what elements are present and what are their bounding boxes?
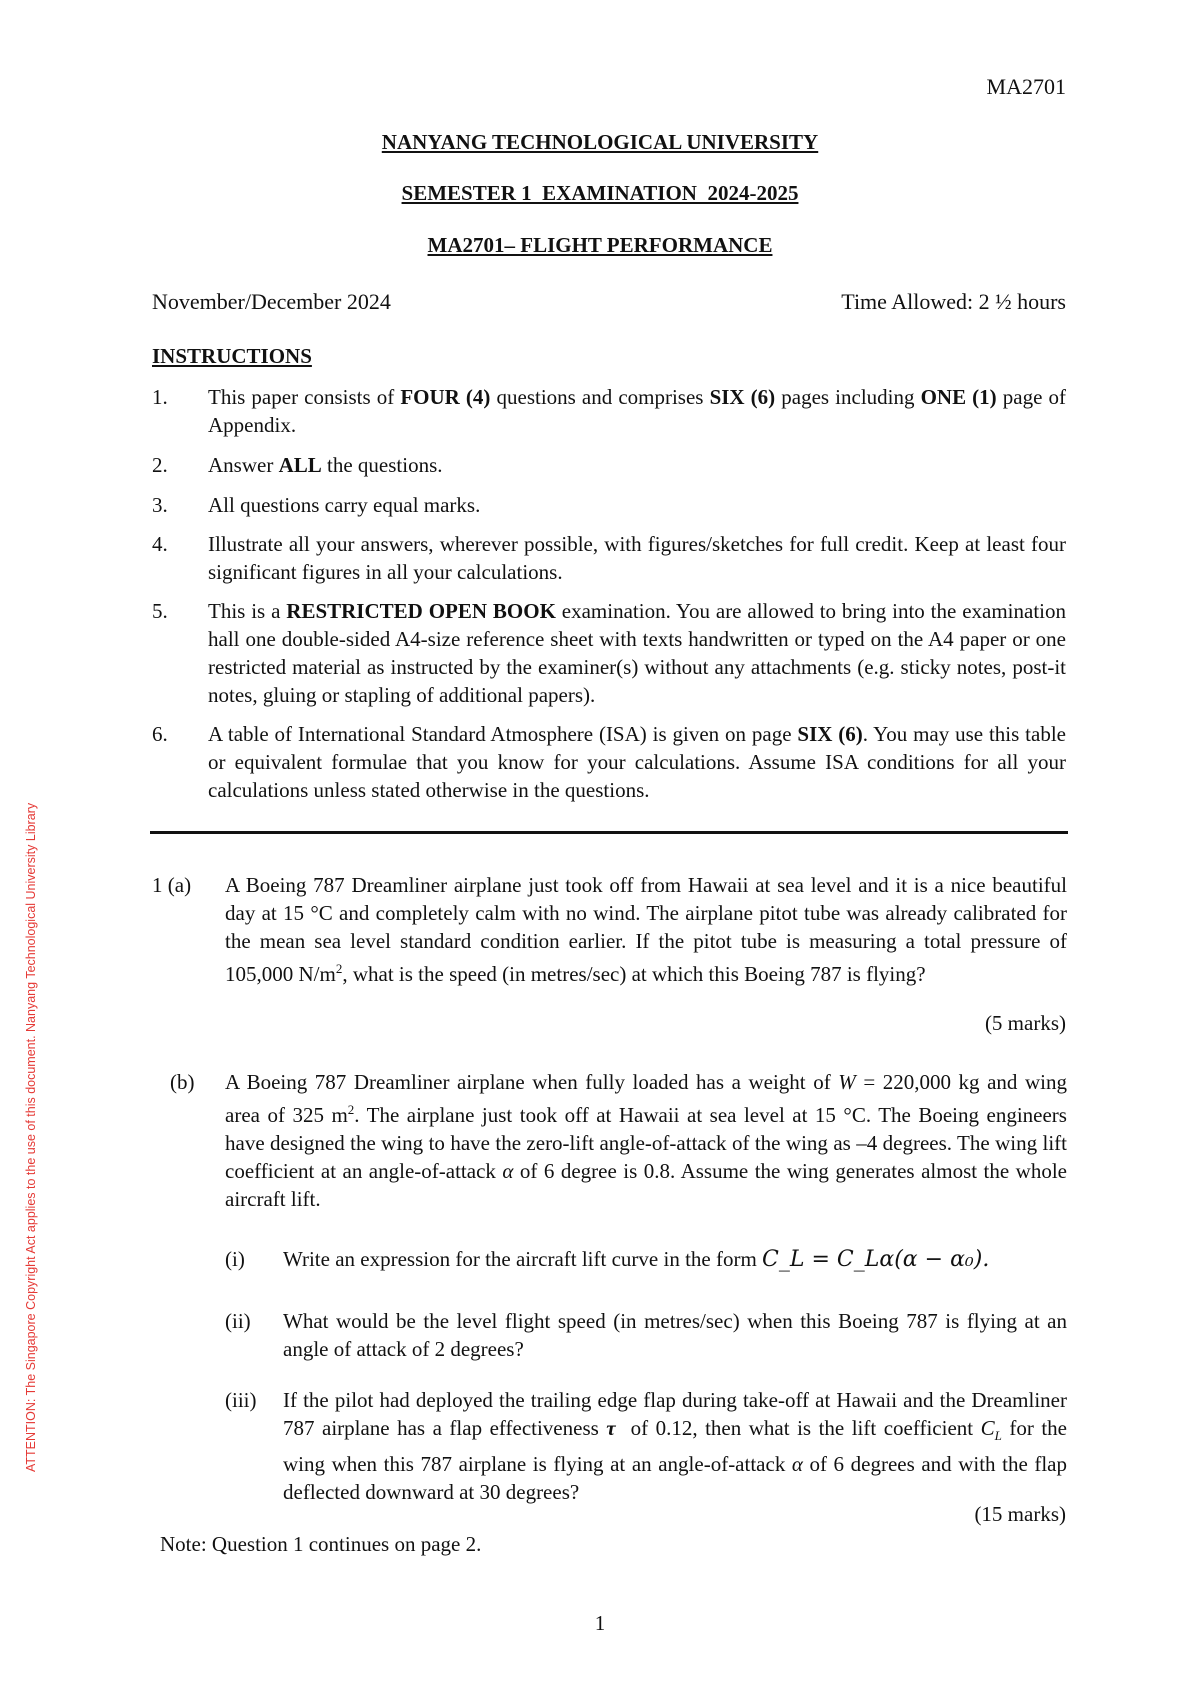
instruction-text: Illustrate all your answers, wherever possible, with figures/sketches for full credit. Keep at least four significant figures in all your calculations. <box>208 532 1066 584</box>
university-title: NANYANG TECHNOLOGICAL UNIVERSITY <box>381 130 819 154</box>
instruction-number: 5. <box>152 599 168 623</box>
page-number: 1 <box>594 1611 606 1635</box>
question-text: A Boeing 787 Dreamliner airplane when fully loaded has a weight of W = 220,000 kg and wing area of 325 $m^2$. The airplane just took off at Hawaii at sea level at 15 °C. The Boeing engineers have designed the wing to have the zero-lift angle-of-attack of the wing as –4 degrees. The wing lift coefficient at an angle-of-attack α of 6 degree is 0.8. Assume the wing generates almost the whole aircraft lift. <box>225 1070 1067 1211</box>
question-1b-iii <box>225 1386 1067 1506</box>
marks-label: (15 marks) <box>974 1502 1066 1526</box>
question-label: (iii) <box>225 1388 257 1412</box>
copyright-watermark: ATTENTION: The Singapore Copyright Act applies to the use of this document. Nanyang Technological University Library <box>24 802 38 1472</box>
question-label: (ii) <box>225 1309 251 1333</box>
instruction-item <box>152 720 1066 804</box>
instruction-item <box>152 491 1066 519</box>
course-code: MA2701 <box>986 74 1066 99</box>
continuation-note: Note: Question 1 continues on page 2. <box>160 1532 482 1556</box>
question-text: Write an expression for the aircraft lift curve in the form C_L = C_Lα(α − α₀). <box>283 1247 990 1272</box>
time-allowed: Time Allowed: 2 ½ hours <box>841 289 1066 314</box>
instruction-item <box>152 597 1066 709</box>
lift-curve-formula: C_L = C_Lα(α − α₀). <box>762 1247 990 1272</box>
question-label: 1 (a) <box>152 873 192 897</box>
marks-label: (5 marks) <box>984 1011 1066 1035</box>
question-label: (b) <box>170 1070 195 1094</box>
question-1b <box>170 1068 1067 1213</box>
instruction-text: This is a RESTRICTED OPEN BOOK examination. You are allowed to bring into the examination hall one double-sided A4-size reference sheet with texts handwritten or typed on the A4 paper or one restricted material as instructed by the examiner(s) without any attachments (e.g. sticky notes, post-it notes, gluing or stapling of additional papers). <box>208 599 1066 707</box>
instruction-text: A table of International Standard Atmosphere (ISA) is given on page SIX (6). You may use this table or equivalent formulae that you know for your calculations. Assume ISA conditions for all your calculations unless stated otherwise in the questions. <box>208 722 1066 802</box>
instructions-heading: INSTRUCTIONS <box>152 344 312 368</box>
question-label: (i) <box>225 1247 245 1271</box>
instruction-text: All questions carry equal marks. <box>208 493 481 517</box>
divider-rule <box>150 831 1068 834</box>
question-text: A Boeing 787 Dreamliner airplane just took off from Hawaii at sea level and it is a nice beautiful day at 15 °C and completely calm with no wind. The airplane pitot tube was already calibrated for the mean sea level standard condition earlier. If the pitot tube is measuring a total pressure of 105,000 $N/m^2$, what is the speed (in metres/sec) at which this Boeing 787 is flying? <box>225 873 1067 986</box>
question-text: What would be the level flight speed (in metres/sec) when this Boeing 787 is flying at an angle of attack of 2 degrees? <box>283 1309 1067 1361</box>
question-text: If the pilot had deployed the trailing edge flap during take-off at Hawaii and the Dreamliner 787 airplane has a flap effectiveness τ of 0.12, then what is the lift coefficient $C_L$ for the wing when this 787 airplane is flying at an angle-of-attack α of 6 degrees and with the flap deflected downward at 30 degrees? <box>283 1388 1067 1505</box>
question-1b-ii <box>225 1307 1067 1363</box>
instruction-number: 3. <box>152 493 168 517</box>
exam-date: November/December 2024 <box>152 289 391 314</box>
instruction-item <box>152 530 1066 586</box>
instruction-text: Answer ALL the questions. <box>208 453 443 477</box>
instruction-number: 2. <box>152 453 168 477</box>
instruction-number: 1. <box>152 385 168 409</box>
question-1b-i <box>225 1245 1067 1274</box>
instruction-item <box>152 383 1066 439</box>
exam-title: SEMESTER 1 EXAMINATION 2024-2025 <box>401 181 799 205</box>
instruction-number: 6. <box>152 722 168 746</box>
instruction-number: 4. <box>152 532 168 556</box>
question-1a <box>152 871 1067 988</box>
instruction-item <box>152 451 1066 479</box>
course-title: MA2701– FLIGHT PERFORMANCE <box>427 233 773 257</box>
instruction-text: This paper consists of FOUR (4) questions and comprises SIX (6) pages including ONE (1) page of Appendix. <box>208 385 1066 437</box>
